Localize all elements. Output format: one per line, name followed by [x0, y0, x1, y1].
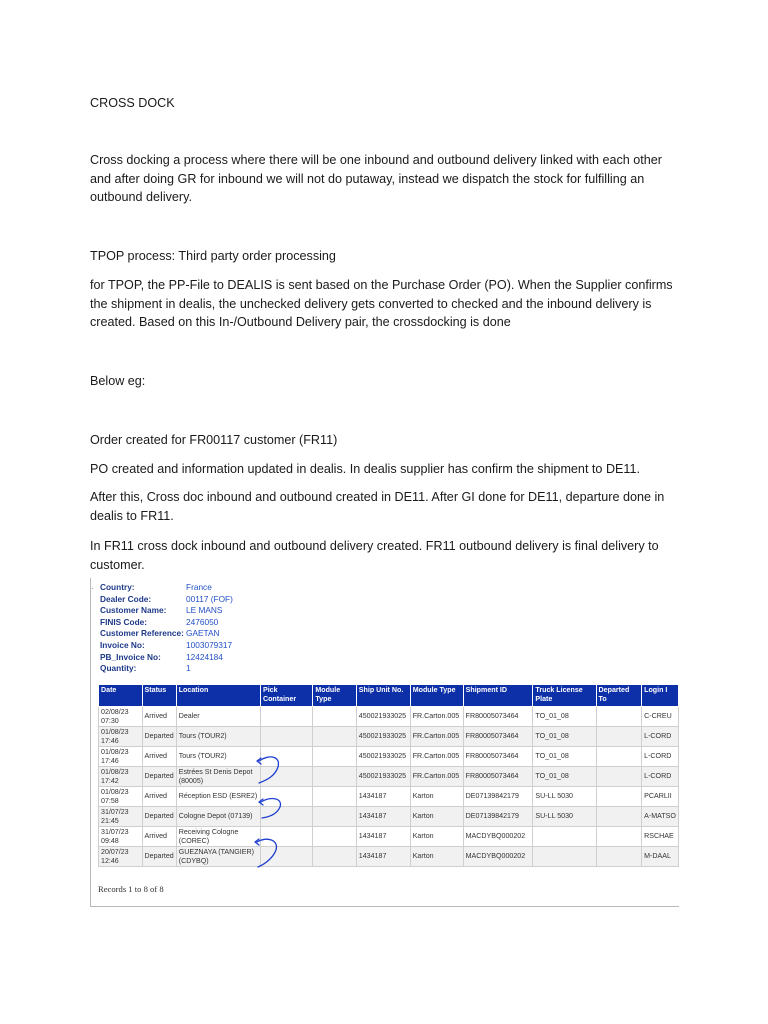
- table-cell: Departed: [142, 847, 176, 867]
- info-value: 00117 (FOF): [186, 593, 233, 604]
- table-cell: 02/08/23 07:30: [99, 707, 143, 727]
- table-cell: Dealer: [176, 707, 260, 727]
- table-cell: 20/07/23 12:46: [99, 847, 143, 867]
- table-cell: GUEZNAYA (TANGIER) (CDYBQ): [176, 847, 260, 867]
- table-cell: Arrived: [142, 747, 176, 767]
- table-cell: [260, 807, 312, 827]
- table-row: [99, 807, 679, 827]
- table-row: [99, 767, 679, 787]
- table-cell: 01/08/23 07:58: [99, 787, 143, 807]
- info-value: 2476050: [186, 616, 219, 627]
- table-cell: TO_01_08: [533, 747, 596, 767]
- info-row: [100, 594, 233, 606]
- table-cell: Tours (TOUR2): [176, 747, 260, 767]
- table-cell: C-CREU: [642, 707, 679, 727]
- table-cell: 1434187: [356, 807, 410, 827]
- table-cell: 450021933025: [356, 727, 410, 747]
- table-cell: A-MATSO: [642, 807, 679, 827]
- table-cell: TO_01_08: [533, 727, 596, 747]
- table-cell: [260, 827, 312, 847]
- table-cell: 31/07/23 09:48: [99, 827, 143, 847]
- table-cell: L-CORD: [642, 767, 679, 787]
- col-header-label: Module Type: [412, 686, 456, 694]
- info-row: [100, 617, 233, 629]
- table-cell: FR.Carton.005: [410, 767, 463, 787]
- table-cell: [313, 827, 356, 847]
- col-header[interactable]: Shipment ID: [463, 685, 533, 707]
- table-cell: [596, 747, 642, 767]
- table-cell: 1434187: [356, 787, 410, 807]
- info-row: [100, 663, 233, 675]
- paragraph-po-created: PO created and information updated in dealis. In dealis supplier has confirm the shipment to DE11.: [90, 462, 641, 476]
- table-cell: TO_01_08: [533, 707, 596, 727]
- table-cell: RSCHAE: [642, 827, 679, 847]
- table-cell: Receiving Cologne (COREC): [176, 827, 260, 847]
- table-cell: FR.Carton.005: [410, 727, 463, 747]
- table-row: [99, 727, 679, 747]
- info-value: GAETAN: [186, 628, 220, 639]
- table-cell: 450021933025: [356, 767, 410, 787]
- table-row: [99, 827, 679, 847]
- col-header-label: Module Type: [315, 686, 341, 703]
- info-label: Dealer Code:: [100, 593, 152, 604]
- table-cell: [260, 787, 312, 807]
- table-cell: [260, 767, 312, 787]
- table-cell: PCARLII: [642, 787, 679, 807]
- info-row: [100, 628, 233, 640]
- table-row: [99, 747, 679, 767]
- table-cell: SU-LL 5030: [533, 807, 596, 827]
- table-cell: [313, 727, 356, 747]
- table-cell: [260, 707, 312, 727]
- doc-title: CROSS DOCK: [90, 96, 175, 110]
- info-row: [100, 605, 233, 617]
- records-count: Records 1 to 8 of 8: [98, 884, 164, 894]
- table-cell: DE07139842179: [463, 807, 533, 827]
- table-cell: 31/07/23 21:45: [99, 807, 143, 827]
- info-label: Country:: [100, 582, 135, 592]
- shipment-info: [100, 582, 233, 675]
- col-header[interactable]: [356, 685, 410, 707]
- table-cell: Arrived: [142, 707, 176, 727]
- table-cell: FR80005073464: [463, 767, 533, 787]
- table-cell: [260, 727, 312, 747]
- info-label: Quantity:: [100, 663, 137, 674]
- table-cell: Arrived: [142, 787, 176, 807]
- col-header[interactable]: [533, 685, 596, 707]
- table-cell: Departed: [142, 767, 176, 787]
- table-cell: SU-LL 5030: [533, 787, 596, 807]
- table-cell: FR.Carton.005: [410, 707, 463, 727]
- table-cell: [313, 807, 356, 827]
- table-cell: [596, 727, 642, 747]
- table-cell: Departed: [142, 727, 176, 747]
- paragraph-fr11: In FR11 cross dock inbound and outbound delivery created. FR11 outbound delivery is final delivery to customer.: [90, 539, 659, 572]
- col-header-label: Ship Unit No.: [358, 686, 404, 694]
- table-cell: TO_01_08: [533, 767, 596, 787]
- table-cell: FR80005073464: [463, 747, 533, 767]
- paragraph-order-created: Order created for FR00117 customer (FR11): [90, 433, 338, 447]
- paragraph-cross-docking: Cross docking a process where there will be one inbound and outbound delivery linked with each other and after doing GR for inbound we will not do putaway, instead we dispatch the stock for fulfilling an outbound delivery.: [90, 153, 662, 204]
- table-row: [99, 787, 679, 807]
- table-cell: [260, 747, 312, 767]
- table-cell: [533, 847, 596, 867]
- info-value: LE MANS: [186, 605, 223, 616]
- table-header-row: [99, 685, 679, 707]
- table-cell: 01/08/23 17:46: [99, 727, 143, 747]
- table-cell: 450021933025: [356, 747, 410, 767]
- col-header[interactable]: [313, 685, 356, 707]
- table-cell: [596, 767, 642, 787]
- table-row: [99, 847, 679, 867]
- table-cell: 1434187: [356, 827, 410, 847]
- info-label: Invoice No:: [100, 639, 145, 650]
- table-cell: [313, 707, 356, 727]
- col-header-label: Truck License Plate: [535, 686, 583, 703]
- table-cell: [596, 807, 642, 827]
- info-value: 1003079317: [186, 639, 233, 650]
- table-cell: [596, 707, 642, 727]
- tracking-screenshot: [90, 578, 679, 907]
- info-label: Customer Name:: [100, 605, 167, 616]
- col-header[interactable]: Status: [142, 685, 176, 707]
- col-header-label: Pick Container: [262, 686, 297, 703]
- table-cell: MACDYBQ000202: [463, 827, 533, 847]
- table-cell: DE07139842179: [463, 787, 533, 807]
- col-header-label: Departed To: [598, 686, 630, 703]
- paragraph-after-this: After this, Cross doc inbound and outbound created in DE11. After GI done for DE11, departure done in dealis to FR11.: [90, 490, 665, 523]
- table-cell: Cologne Depot (07139): [176, 807, 260, 827]
- table-cell: [313, 847, 356, 867]
- info-row: [100, 640, 233, 652]
- table-cell: FR80005073464: [463, 707, 533, 727]
- table-cell: Karton: [410, 847, 463, 867]
- paragraph-tpop-heading: TPOP process: Third party order processing: [90, 249, 336, 263]
- col-header[interactable]: [260, 685, 312, 707]
- table-cell: Réception ESD (ESRE2): [176, 787, 260, 807]
- table-cell: Departed: [142, 807, 176, 827]
- table-cell: [313, 747, 356, 767]
- info-value: 12424184: [186, 651, 223, 662]
- bullet-dot: ·: [91, 584, 94, 593]
- table-cell: Karton: [410, 827, 463, 847]
- table-cell: FR.Carton.005: [410, 747, 463, 767]
- info-row: [100, 652, 233, 664]
- tracking-table: [98, 684, 679, 867]
- table-cell: L-CORD: [642, 747, 679, 767]
- table-cell: FR80005073464: [463, 727, 533, 747]
- info-label: Customer Reference:: [100, 628, 184, 639]
- info-value: 1: [186, 663, 191, 674]
- info-label: PB_Invoice No:: [100, 651, 161, 662]
- col-header[interactable]: [596, 685, 642, 707]
- table-cell: 450021933025: [356, 707, 410, 727]
- col-header[interactable]: Location: [176, 685, 260, 707]
- table-row: [99, 707, 679, 727]
- table-cell: MACDYBQ000202: [463, 847, 533, 867]
- table-cell: Karton: [410, 787, 463, 807]
- table-cell: [313, 787, 356, 807]
- table-cell: [260, 847, 312, 867]
- info-row: [100, 582, 233, 594]
- table-cell: [596, 847, 642, 867]
- table-cell: 01/08/23 17:42: [99, 767, 143, 787]
- table-cell: Karton: [410, 807, 463, 827]
- col-header[interactable]: [410, 685, 463, 707]
- info-value: France: [186, 582, 212, 592]
- table-cell: [533, 827, 596, 847]
- table-cell: [596, 827, 642, 847]
- paragraph-below-eg: Below eg:: [90, 374, 146, 388]
- paragraph-tpop-detail: for TPOP, the PP-File to DEALIS is sent based on the Purchase Order (PO). When the Supplier confirms the shipment in dealis, the unchecked delivery gets converted to checked and the inbound delivery is created. Based on this In-/Outbound Delivery pair, the crossdocking is done: [90, 278, 673, 329]
- col-header[interactable]: Date: [99, 685, 143, 707]
- table-cell: 01/08/23 17:46: [99, 747, 143, 767]
- table-cell: 1434187: [356, 847, 410, 867]
- table-cell: Estrées St Denis Depot (80005): [176, 767, 260, 787]
- table-cell: Tours (TOUR2): [176, 727, 260, 747]
- info-label: FINIS Code:: [100, 616, 148, 627]
- table-cell: [596, 787, 642, 807]
- table-cell: L-CORD: [642, 727, 679, 747]
- table-cell: [313, 767, 356, 787]
- col-header[interactable]: Login I: [642, 685, 679, 707]
- table-cell: M-DAAL: [642, 847, 679, 867]
- table-cell: Arrived: [142, 827, 176, 847]
